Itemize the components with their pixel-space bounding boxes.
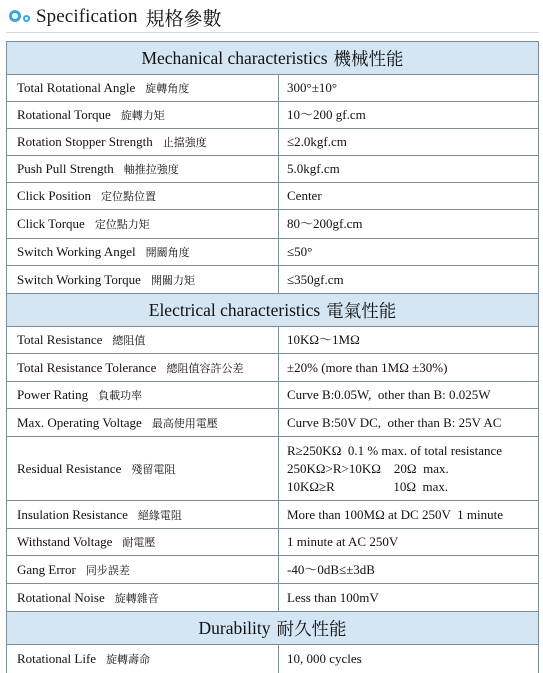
parameter-label: Total Resistance Tolerance bbox=[17, 359, 157, 375]
value-cell bbox=[279, 102, 538, 128]
table-row bbox=[7, 354, 538, 382]
parameter-value: 10～200 gf.cm bbox=[287, 107, 366, 122]
parameter-value: Curve B:50V DC, other than B: 25V AC bbox=[287, 414, 502, 430]
page-title: Specification bbox=[36, 6, 138, 27]
parameter-label-cn: 最高使用電壓 bbox=[151, 417, 218, 430]
parameter-cell bbox=[7, 382, 279, 408]
parameter-cell bbox=[7, 210, 279, 238]
value-cell bbox=[279, 529, 538, 555]
table-row bbox=[7, 266, 538, 294]
table-row bbox=[7, 183, 538, 210]
parameter-cell bbox=[7, 239, 279, 265]
table-row bbox=[7, 645, 538, 673]
section-header bbox=[7, 612, 538, 645]
parameter-label: Total Resistance bbox=[17, 332, 103, 347]
value-cell bbox=[279, 75, 538, 101]
parameter-cell bbox=[7, 75, 279, 101]
parameter-label-cn: 絕緣電阻 bbox=[137, 509, 182, 522]
table-row bbox=[7, 75, 538, 102]
value-cell bbox=[279, 556, 538, 583]
parameter-cell bbox=[7, 556, 279, 583]
parameter-label: Switch Working Torque bbox=[17, 271, 141, 287]
parameter-value: ≤2.0kgf.cm bbox=[287, 134, 347, 149]
parameter-label: Rotational Noise bbox=[17, 589, 105, 605]
parameter-value: More than 100MΩ at DC 250V 1 minute bbox=[287, 506, 503, 522]
value-cell bbox=[279, 501, 538, 528]
table-row bbox=[7, 556, 538, 584]
parameter-label-cn: 旋轉力矩 bbox=[120, 110, 165, 122]
value-cell bbox=[279, 327, 538, 353]
parameter-label: Withstand Voltage bbox=[17, 534, 113, 549]
parameter-label-cn: 總阻值 bbox=[112, 335, 146, 347]
table-row bbox=[7, 129, 538, 156]
value-cell bbox=[279, 409, 538, 436]
parameter-value: Center bbox=[287, 188, 322, 203]
value-cell bbox=[279, 210, 538, 238]
parameter-label: Click Torque bbox=[17, 216, 85, 231]
value-cell bbox=[279, 183, 538, 209]
parameter-label: Push Pull Strength bbox=[17, 161, 114, 176]
table-row bbox=[7, 327, 538, 354]
parameter-value: ±20% (more than 1MΩ ±30%) bbox=[287, 359, 448, 375]
parameter-cell bbox=[7, 409, 279, 436]
parameter-label: Rotation Stopper Strength bbox=[17, 134, 153, 149]
parameter-label: Insulation Resistance bbox=[17, 506, 128, 522]
value-cell bbox=[279, 239, 538, 265]
parameter-label-cn: 殘留電阻 bbox=[131, 463, 176, 476]
parameter-label: Power Rating bbox=[17, 387, 89, 402]
parameter-cell bbox=[7, 437, 279, 500]
parameter-label: Max. Operating Voltage bbox=[17, 414, 142, 430]
value-cell bbox=[279, 437, 538, 500]
table-row bbox=[7, 210, 538, 239]
parameter-cell bbox=[7, 183, 279, 209]
parameter-value: Curve B:0.05W, other than B: 0.025W bbox=[287, 387, 491, 402]
value-cell bbox=[279, 382, 538, 408]
parameter-cell bbox=[7, 584, 279, 611]
section-header bbox=[7, 42, 538, 75]
parameter-label: Gang Error bbox=[17, 561, 76, 577]
section-title: Mechanical characteristics bbox=[141, 47, 328, 68]
bullet-circles-icon bbox=[8, 7, 32, 27]
parameter-label-cn: 耐電壓 bbox=[122, 537, 156, 549]
value-cell bbox=[279, 266, 538, 293]
table-row bbox=[7, 584, 538, 612]
parameter-value: Less than 100mV bbox=[287, 589, 379, 605]
parameter-value: ≤350gf.cm bbox=[287, 271, 344, 287]
parameter-label-cn: 旋轉雜音 bbox=[114, 592, 159, 605]
section-title: Electrical characteristics bbox=[148, 299, 321, 320]
parameter-value: 10, 000 cycles bbox=[287, 651, 362, 666]
parameter-label-cn: 止擋強度 bbox=[162, 137, 207, 149]
parameter-label-cn: 負載功率 bbox=[98, 390, 143, 402]
parameter-value: 5.0kgf.cm bbox=[287, 161, 340, 176]
parameter-cell bbox=[7, 129, 279, 155]
parameter-cell bbox=[7, 266, 279, 293]
parameter-value: 80～200gf.cm bbox=[287, 216, 363, 231]
parameter-value: ≤50° bbox=[287, 244, 313, 259]
parameter-label: Switch Working Angel bbox=[17, 244, 136, 259]
parameter-label: Residual Resistance bbox=[17, 460, 122, 476]
parameter-label: Rotational Torque bbox=[17, 107, 111, 122]
parameter-value: -40～0dB≤±3dB bbox=[287, 561, 375, 577]
parameter-label-cn: 總阻值容許公差 bbox=[166, 362, 244, 375]
parameter-value: R≥250KΩ 0.1 % max. of total resistance bbox=[287, 442, 503, 458]
table-row bbox=[7, 501, 538, 529]
section-title-cn: 電氣性能 bbox=[326, 300, 397, 321]
section-title-cn: 耐久性能 bbox=[276, 618, 347, 639]
section-title: Durability bbox=[198, 617, 271, 638]
parameter-label-cn: 定位點位置 bbox=[101, 191, 157, 203]
value-cell bbox=[279, 645, 538, 673]
specification-table bbox=[6, 41, 539, 673]
parameter-value: 250KΩ>R>10KΩ 20Ω max. bbox=[287, 460, 449, 476]
table-row bbox=[7, 102, 538, 129]
parameter-label-cn: 開關力矩 bbox=[150, 274, 195, 287]
table-row bbox=[7, 529, 538, 556]
parameter-value: 10KΩ≥R 10Ω max. bbox=[287, 478, 449, 494]
page-header bbox=[8, 4, 222, 30]
parameter-value: 10KΩ～1MΩ bbox=[287, 332, 360, 347]
parameter-cell bbox=[7, 156, 279, 182]
table-row bbox=[7, 437, 538, 501]
parameter-cell bbox=[7, 102, 279, 128]
parameter-label-cn: 同步誤差 bbox=[85, 564, 130, 577]
parameter-label-cn: 定位點力矩 bbox=[94, 219, 150, 231]
value-cell bbox=[279, 129, 538, 155]
parameter-value: 1 minute at AC 250V bbox=[287, 534, 399, 549]
header-divider bbox=[6, 32, 539, 33]
value-cell bbox=[279, 354, 538, 381]
table-row bbox=[7, 156, 538, 183]
value-cell bbox=[279, 156, 538, 182]
section-title-cn: 機械性能 bbox=[333, 48, 404, 69]
table-row bbox=[7, 409, 538, 437]
table-row bbox=[7, 382, 538, 409]
section-header bbox=[7, 294, 538, 327]
value-cell bbox=[279, 584, 538, 611]
parameter-cell bbox=[7, 327, 279, 353]
parameter-cell bbox=[7, 529, 279, 555]
parameter-label: Rotational Life bbox=[17, 651, 97, 666]
parameter-value: 300°±10° bbox=[287, 80, 338, 95]
parameter-cell bbox=[7, 645, 279, 673]
parameter-label-cn: 旋轉角度 bbox=[145, 83, 190, 95]
parameter-label-cn: 旋轉壽命 bbox=[106, 654, 151, 666]
table-row bbox=[7, 239, 538, 266]
parameter-cell bbox=[7, 354, 279, 381]
parameter-label-cn: 軸推拉強度 bbox=[123, 164, 179, 176]
parameter-cell bbox=[7, 501, 279, 528]
parameter-label-cn: 開關角度 bbox=[145, 247, 190, 259]
page-title-cn: 規格參數 bbox=[145, 8, 222, 30]
parameter-label: Total Rotational Angle bbox=[17, 80, 136, 95]
parameter-label: Click Position bbox=[17, 188, 92, 203]
